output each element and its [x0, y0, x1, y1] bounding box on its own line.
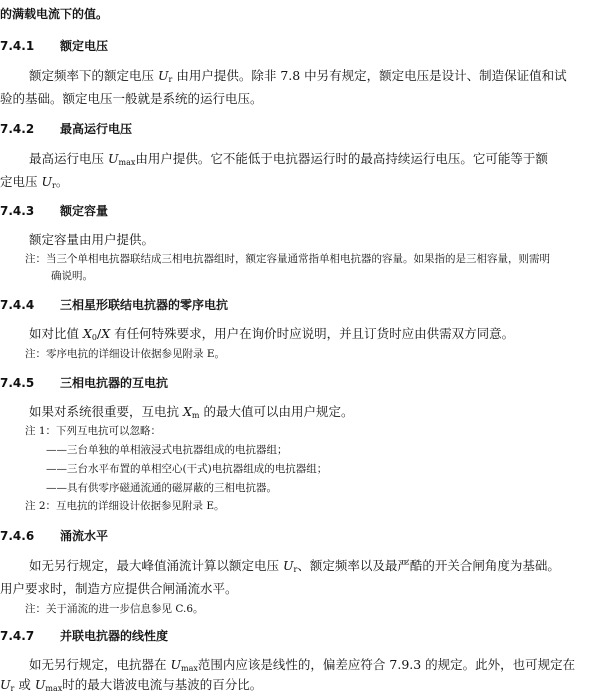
sub: r: [10, 684, 15, 693]
text: 额定频率下的额定电压: [29, 68, 155, 83]
section-number: 7.4.3: [0, 204, 35, 218]
dash-item-1: ——三台单独的单相液浸式电抗器组成的电抗器组；: [46, 444, 288, 456]
heading-7-4-3: [0, 202, 108, 219]
section-title: 额定电压: [60, 39, 109, 53]
note-7-4-5-1: 注 1：下列互电抗可以忽略：: [25, 425, 162, 437]
text: 如无另行规定，电抗器在: [29, 657, 167, 672]
var-U: U: [0, 677, 11, 692]
sub: max: [45, 684, 63, 693]
para-7-4-5: [29, 402, 353, 420]
para-7-4-3: 额定容量由用户提供。: [29, 232, 155, 247]
para-7-4-6-line1: [29, 556, 560, 574]
text: 时的最大谐波电流与基波的百分比。: [62, 677, 263, 692]
heading-7-4-6: [0, 527, 108, 544]
para-7-4-2-line2: [0, 172, 68, 190]
text: 由用户提供。它不能低于电抗器运行时的最高持续运行电压。它可能等于额: [135, 151, 548, 166]
text: 或: [14, 677, 35, 692]
section-number: 7.4.1: [0, 39, 35, 53]
heading-7-4-7: [0, 627, 168, 644]
sub: max: [181, 664, 198, 673]
para-7-4-1-line2: 验的基础。额定电压一般就是系统的运行电压。: [0, 91, 263, 106]
text: 最高运行电压: [29, 151, 105, 166]
section-number: 7.4.6: [0, 529, 35, 543]
section-number: 7.4.5: [0, 376, 35, 390]
text: 如果对系统很重要，互电抗: [29, 404, 180, 419]
section-number: 7.4.4: [0, 298, 35, 312]
text: 、额定频率以及最严酷的开关合闸角度为基础。: [297, 558, 560, 573]
text: 定电压: [0, 174, 38, 189]
text: 。: [55, 174, 69, 189]
section-title: 最高运行电压: [60, 122, 133, 136]
var-U: U: [34, 677, 46, 692]
var-X: X: [183, 404, 192, 419]
para-7-4-1-line1: [29, 66, 567, 84]
section-number: 7.4.7: [0, 629, 35, 643]
var-X: X: [83, 326, 92, 341]
para-7-4-2-line1: [29, 149, 548, 167]
text: 由用户提供。除非 7.8 中另有规定，额定电压是设计、制造保证值和试: [176, 68, 567, 83]
text: /: [97, 326, 102, 341]
sub: r: [293, 565, 298, 574]
heading-7-4-1: [0, 37, 108, 54]
text: 如对比值: [29, 326, 80, 341]
sub: 0: [91, 333, 97, 342]
section-number: 7.4.2: [0, 122, 35, 136]
var-U: U: [158, 68, 169, 83]
text: 有任何特殊要求，用户在询价时应说明，并且订货时应由供需双方同意。: [110, 326, 515, 341]
note-7-4-3-line2: 确说明。: [51, 270, 93, 282]
note-7-4-5-2: 注 2：互电抗的详细设计依据参见附录 E。: [25, 500, 225, 512]
para-7-4-7-line1: [29, 655, 575, 673]
note-7-4-4: 注：零序电抗的详细设计依据参见附录 E。: [25, 348, 226, 360]
var-X: X: [101, 326, 111, 341]
sub: max: [118, 158, 136, 167]
note-7-4-3-line1: 注：当三个单相电抗器联结成三相电抗器组时，额定容量通常指单相电抗器的容量。如果指的是三相容量，则需明: [25, 253, 550, 265]
heading-7-4-2: [0, 120, 132, 137]
var-U: U: [170, 657, 182, 672]
para-7-4-6-line2: 用户要求时，制造方应提供合闸涌流水平。: [0, 581, 238, 596]
section-title: 三相电抗器的互电抗: [60, 376, 169, 390]
dash-item-3: ——具有供零序磁通流通的磁屏蔽的三相电抗器。: [46, 482, 277, 494]
note-7-4-6: 注：关于涌流的进一步信息参见 C.6。: [25, 603, 204, 615]
text: 如无另行规定，最大峰值涌流计算以额定电压: [29, 558, 280, 573]
text: 的最大值可以由用户规定。: [199, 404, 354, 419]
var-U: U: [283, 558, 294, 573]
dash-item-2: ——三台水平布置的单相空心(干式)电抗器组成的电抗器组；: [46, 463, 328, 475]
sub: m: [191, 411, 200, 420]
section-title: 三相星形联结电抗器的零序电抗: [60, 298, 229, 312]
section-title: 额定容量: [60, 204, 109, 218]
section-title: 涌流水平: [60, 529, 109, 543]
text: 范围内应该是线性的，偏差应符合 7.9.3 的规定。此外，也可规定在: [197, 657, 576, 672]
para-7-4-4: [29, 324, 514, 342]
var-U: U: [41, 174, 53, 189]
intro-line: 的满载电流下的值。: [0, 7, 109, 21]
sub: r: [168, 75, 173, 84]
sub: r: [52, 181, 56, 190]
var-U: U: [108, 151, 119, 166]
para-7-4-7-line2: [0, 675, 262, 693]
heading-7-4-5: [0, 374, 168, 391]
section-title: 并联电抗器的线性度: [60, 629, 169, 643]
heading-7-4-4: [0, 296, 228, 313]
